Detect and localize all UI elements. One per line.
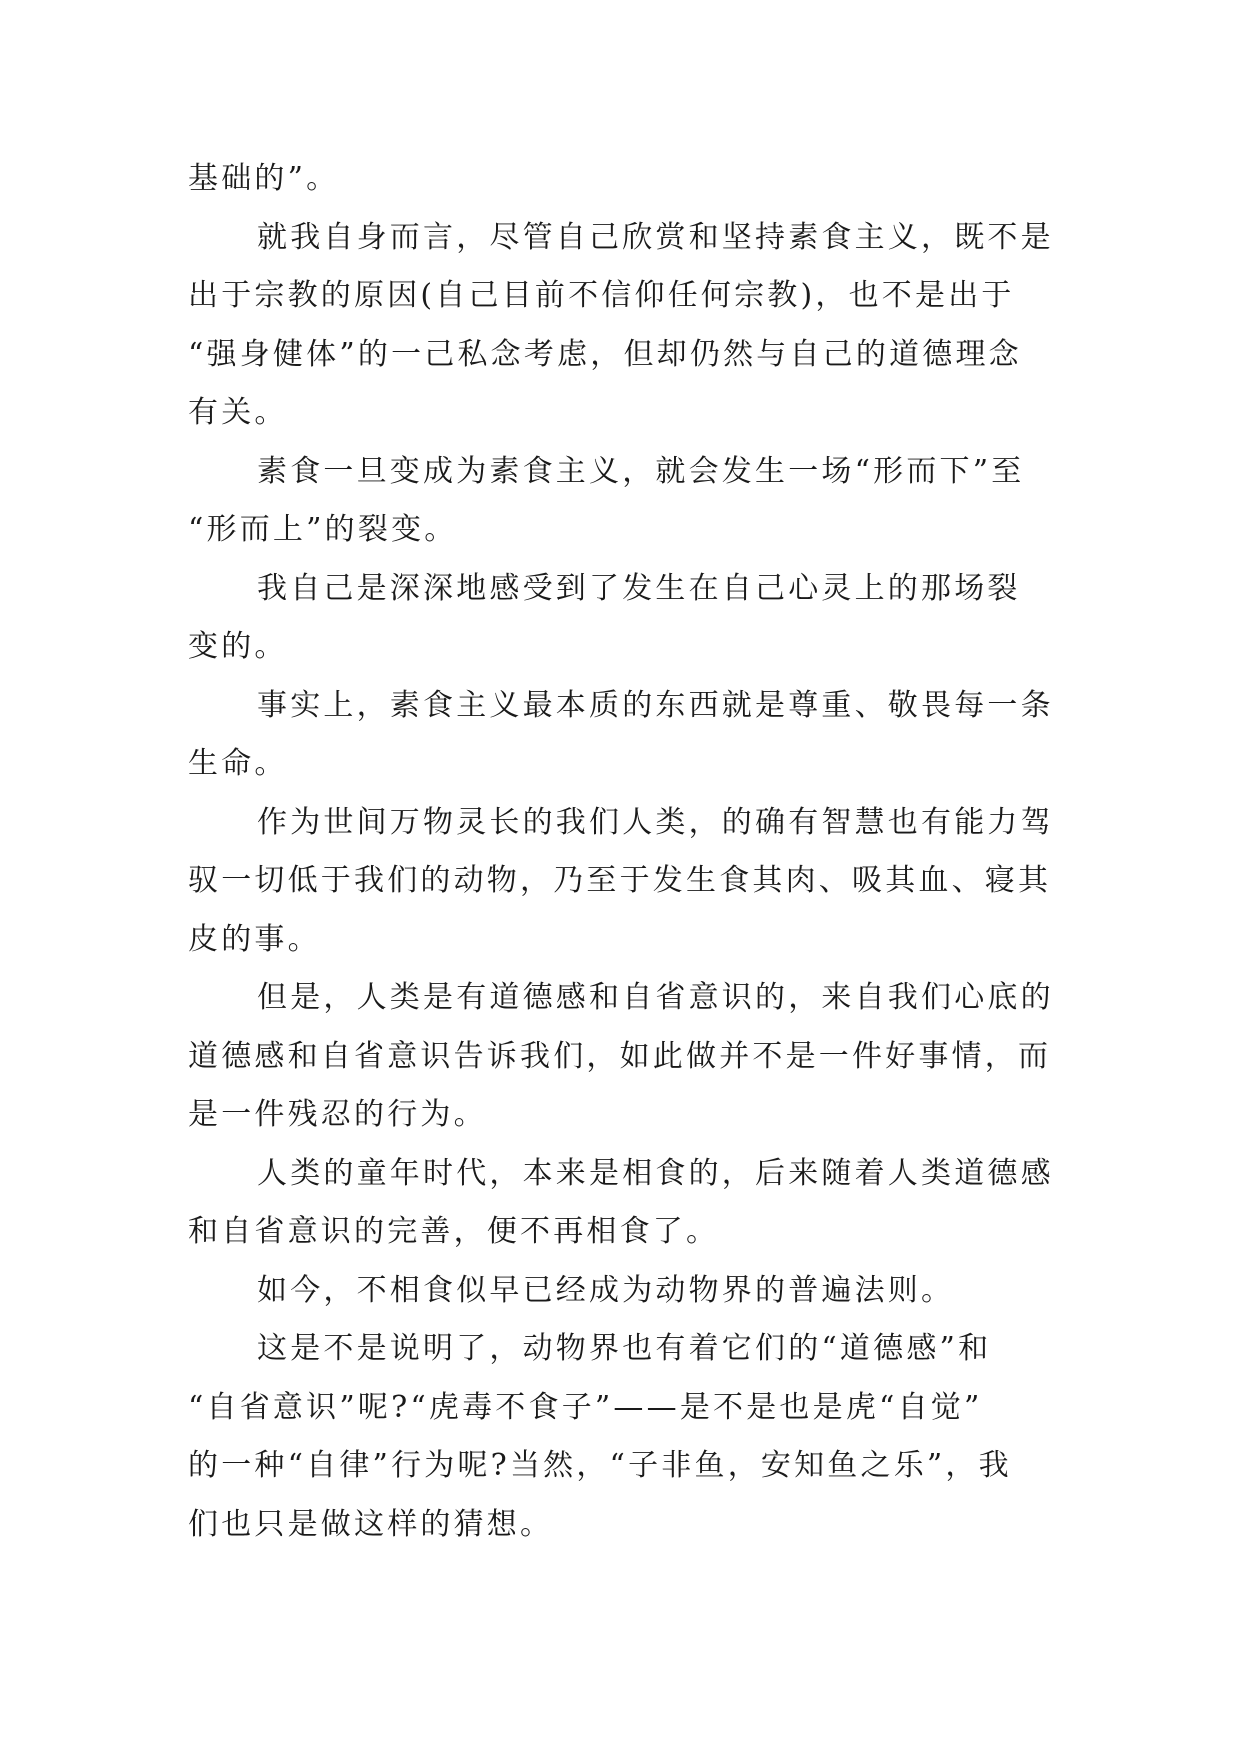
paragraph-1: 基础的”。 [188, 161, 340, 196]
paragraph-2: 就我自身而言，尽管自己欣赏和坚持素食主义，既不是 出于宗教的原因(自己目前不信仰任何宗教)，也不是出于 “强身健体”的一己私念考虑，但却仍然与自己的道德理念 有关。 [188, 219, 1054, 430]
paragraph-7: 但是，人类是有道德感和自省意识的，来自我们心底的 道德感和自省意识告诉我们，如此做并不是一件好事情，而 是一件残忍的行为。 [188, 980, 1054, 1132]
paragraph-8: 人类的童年时代，本来是相食的，后来随着人类道德感 和自省意识的完善，便不再相食了。 [188, 1155, 1054, 1249]
paragraph-6: 作为世间万物灵长的我们人类，的确有智慧也有能力驾 驭一切低于我们的动物，乃至于发生食其肉、吸其血、寝其 皮的事。 [188, 804, 1054, 957]
paragraph-9: 如今，不相食似早已经成为动物界的普遍法则。 [257, 1272, 955, 1308]
paragraph-10: 这是不是说明了，动物界也有着它们的“道德感”和 “自省意识”呢?“虎毒不食子”——是不是也是虎“自觉” 的一种“自律”行为呢?当然，“子非鱼，安知鱼之乐”，我 们也只是做这样的猜想。 [188, 1331, 1012, 1542]
paragraph-4: 我自己是深深地感受到了发生在自己心灵上的那场裂 变的。 [188, 570, 1021, 664]
paragraph-5: 事实上，素食主义最本质的东西就是尊重、敬畏每一条 生命。 [188, 687, 1054, 781]
body-text [188, 150, 1054, 1554]
paragraph-3: 素食一旦变成为素食主义，就会发生一场“形而下”至 “形而上”的裂变。 [188, 453, 1025, 547]
